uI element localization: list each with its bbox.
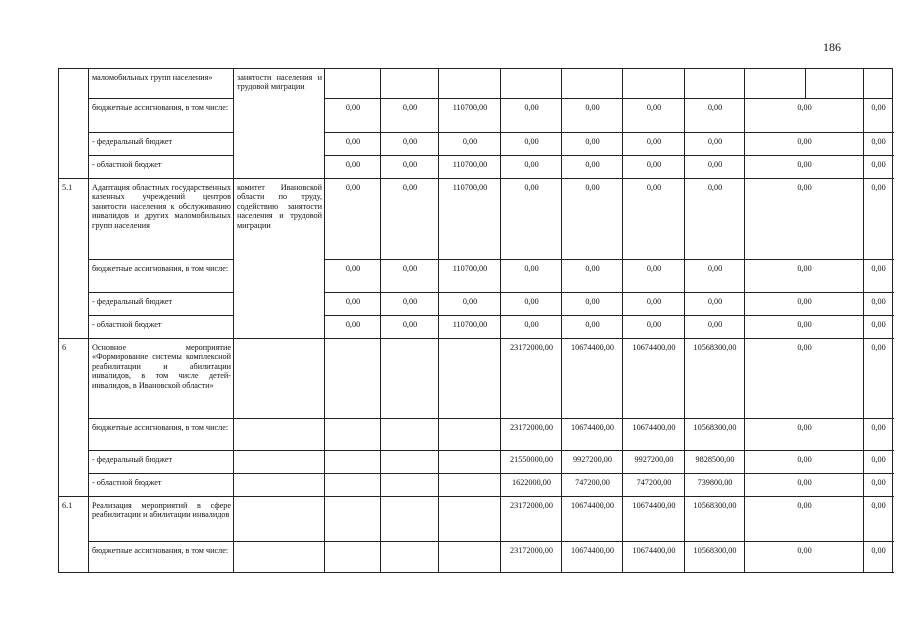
value-cell: 0,00	[623, 316, 685, 339]
value-cell	[325, 419, 381, 451]
description-cell: - федеральный бюджет	[89, 293, 234, 316]
value-cell: 0,00	[381, 293, 439, 316]
value-cell: 0,00	[745, 542, 864, 573]
value-cell	[623, 69, 685, 99]
value-cell: 0,00	[501, 99, 562, 133]
value-cell	[745, 69, 806, 99]
value-cell: 0,00	[864, 451, 893, 474]
value-cell: 0,00	[864, 156, 893, 179]
value-cell: 0,00	[745, 99, 864, 133]
value-cell: 10674400,00	[623, 497, 685, 542]
table-row	[59, 497, 893, 542]
value-cell: 0,00	[501, 133, 562, 156]
value-cell: 0,00	[325, 99, 381, 133]
value-cell: 10674400,00	[562, 542, 623, 573]
row-index-cell: 6	[59, 339, 89, 497]
value-cell: 1622000,00	[501, 474, 562, 497]
value-cell: 0,00	[325, 179, 381, 260]
value-cell: 0,00	[745, 474, 864, 497]
value-cell: 10674400,00	[562, 339, 623, 419]
value-cell: 0,00	[685, 179, 745, 260]
value-cell: 0,00	[381, 156, 439, 179]
value-cell	[381, 69, 439, 99]
value-cell: 10568300,00	[685, 497, 745, 542]
value-cell: 0,00	[562, 316, 623, 339]
value-cell: 0,00	[562, 99, 623, 133]
description-cell: - федеральный бюджет	[89, 133, 234, 156]
description-cell: Реализация мероприятий в сфере реабилитации и абилитации инвалидов	[89, 497, 234, 542]
value-cell: 0,00	[562, 133, 623, 156]
value-cell	[864, 69, 893, 99]
value-cell: 0,00	[745, 419, 864, 451]
value-cell: 10674400,00	[562, 419, 623, 451]
row-index-cell: 5.1	[59, 179, 89, 339]
value-cell: 0,00	[685, 293, 745, 316]
value-cell: 0,00	[745, 451, 864, 474]
value-cell: 21550000,00	[501, 451, 562, 474]
value-cell: 0,00	[501, 260, 562, 293]
table-row	[59, 293, 893, 316]
executor-cell: занятости населения и трудовой миграции	[234, 69, 325, 179]
value-cell: 0,00	[864, 542, 893, 573]
description-cell: бюджетные ассигнования, в том числе:	[89, 260, 234, 293]
description-cell: - федеральный бюджет	[89, 451, 234, 474]
budget-table	[58, 68, 893, 573]
value-cell: 23172000,00	[501, 419, 562, 451]
value-cell	[439, 451, 501, 474]
value-cell	[439, 419, 501, 451]
executor-cell	[234, 451, 325, 474]
value-cell: 0,00	[623, 156, 685, 179]
executor-cell	[234, 419, 325, 451]
value-cell: 0,00	[381, 179, 439, 260]
value-cell: 0,00	[745, 339, 864, 419]
value-cell: 0,00	[685, 133, 745, 156]
value-cell: 23172000,00	[501, 339, 562, 419]
value-cell: 0,00	[864, 293, 893, 316]
value-cell: 0,00	[685, 260, 745, 293]
value-cell	[381, 474, 439, 497]
table-row	[59, 316, 893, 339]
value-cell: 0,00	[562, 179, 623, 260]
description-cell: - областной бюджет	[89, 156, 234, 179]
table-row	[59, 474, 893, 497]
description-cell: бюджетные ассигнования, в том числе:	[89, 99, 234, 133]
value-cell	[325, 69, 381, 99]
value-cell: 0,00	[325, 133, 381, 156]
value-cell: 110700,00	[439, 99, 501, 133]
value-cell: 0,00	[325, 293, 381, 316]
table-row	[59, 260, 893, 293]
row-index-cell: 6.1	[59, 497, 89, 573]
value-cell: 0,00	[562, 260, 623, 293]
value-cell: 10674400,00	[623, 542, 685, 573]
value-cell: 110700,00	[439, 156, 501, 179]
table-row	[59, 133, 893, 156]
value-cell: 0,00	[381, 99, 439, 133]
value-cell: 10674400,00	[562, 497, 623, 542]
value-cell	[439, 339, 501, 419]
value-cell: 0,00	[325, 156, 381, 179]
value-cell: 747200,00	[623, 474, 685, 497]
value-cell: 110700,00	[439, 179, 501, 260]
table-row	[59, 156, 893, 179]
value-cell: 0,00	[745, 293, 864, 316]
description-cell: маломобильных групп населения»	[89, 69, 234, 99]
value-cell: 0,00	[864, 316, 893, 339]
value-cell: 110700,00	[439, 316, 501, 339]
value-cell	[439, 542, 501, 573]
value-cell: 0,00	[685, 99, 745, 133]
value-cell: 0,00	[623, 133, 685, 156]
value-cell: 0,00	[685, 156, 745, 179]
value-cell	[381, 419, 439, 451]
value-cell: 0,00	[439, 293, 501, 316]
executor-cell	[234, 339, 325, 419]
value-cell: 0,00	[381, 133, 439, 156]
description-cell: бюджетные ассигнования, в том числе:	[89, 542, 234, 573]
value-cell: 0,00	[745, 260, 864, 293]
table-row	[59, 99, 893, 133]
value-cell: 0,00	[501, 316, 562, 339]
value-cell: 0,00	[864, 99, 893, 133]
value-cell: 0,00	[501, 179, 562, 260]
value-cell	[806, 69, 864, 99]
description-cell: - областной бюджет	[89, 316, 234, 339]
value-cell	[325, 451, 381, 474]
value-cell: 10674400,00	[623, 339, 685, 419]
value-cell	[381, 497, 439, 542]
description-cell: - областной бюджет	[89, 474, 234, 497]
value-cell: 0,00	[381, 316, 439, 339]
description-cell: Адаптация областных государственных казенных учреждений центров занятости населения к обслуживанию инвалидов и других маломобильных групп населения	[89, 179, 234, 260]
value-cell: 0,00	[745, 497, 864, 542]
value-cell: 0,00	[745, 156, 864, 179]
value-cell	[325, 474, 381, 497]
value-cell	[562, 69, 623, 99]
value-cell	[381, 451, 439, 474]
value-cell: 0,00	[685, 316, 745, 339]
value-cell	[381, 339, 439, 419]
value-cell: 0,00	[864, 419, 893, 451]
value-cell: 23172000,00	[501, 542, 562, 573]
table-row	[59, 451, 893, 474]
value-cell: 0,00	[864, 497, 893, 542]
table-row	[59, 542, 893, 573]
value-cell: 0,00	[864, 260, 893, 293]
value-cell: 9927200,00	[623, 451, 685, 474]
value-cell: 0,00	[864, 339, 893, 419]
table-row	[59, 419, 893, 451]
value-cell: 0,00	[864, 179, 893, 260]
value-cell: 747200,00	[562, 474, 623, 497]
value-cell: 0,00	[623, 99, 685, 133]
value-cell: 0,00	[325, 316, 381, 339]
value-cell: 0,00	[439, 133, 501, 156]
value-cell: 10568300,00	[685, 419, 745, 451]
value-cell: 0,00	[501, 156, 562, 179]
value-cell	[381, 542, 439, 573]
value-cell: 0,00	[745, 133, 864, 156]
value-cell	[439, 474, 501, 497]
executor-cell: комитет Ивановской области по труду, содействию занятости населения и трудовой миграции	[234, 179, 325, 339]
value-cell: 10568300,00	[685, 339, 745, 419]
executor-cell	[234, 474, 325, 497]
value-cell: 23172000,00	[501, 497, 562, 542]
description-cell: бюджетные ассигнования, в том числе:	[89, 419, 234, 451]
value-cell	[325, 542, 381, 573]
table-row	[59, 179, 893, 260]
executor-cell	[234, 542, 325, 573]
value-cell: 0,00	[623, 179, 685, 260]
value-cell: 0,00	[745, 179, 864, 260]
executor-cell	[234, 497, 325, 542]
value-cell: 0,00	[562, 156, 623, 179]
value-cell: 110700,00	[439, 260, 501, 293]
table-row	[59, 69, 893, 99]
value-cell: 0,00	[381, 260, 439, 293]
value-cell: 9828500,00	[685, 451, 745, 474]
value-cell	[325, 497, 381, 542]
value-cell	[325, 339, 381, 419]
value-cell: 0,00	[623, 293, 685, 316]
value-cell: 0,00	[864, 133, 893, 156]
value-cell	[685, 69, 745, 99]
page-number: 186	[823, 40, 841, 54]
value-cell: 0,00	[325, 260, 381, 293]
value-cell: 10568300,00	[685, 542, 745, 573]
value-cell: 10674400,00	[623, 419, 685, 451]
table-row	[59, 339, 893, 419]
value-cell: 0,00	[623, 260, 685, 293]
value-cell: 0,00	[745, 316, 864, 339]
value-cell: 739800,00	[685, 474, 745, 497]
value-cell: 0,00	[501, 293, 562, 316]
value-cell: 9927200,00	[562, 451, 623, 474]
value-cell	[439, 497, 501, 542]
value-cell: 0,00	[864, 474, 893, 497]
value-cell	[501, 69, 562, 99]
value-cell	[439, 69, 501, 99]
value-cell: 0,00	[562, 293, 623, 316]
row-index-cell	[59, 69, 89, 179]
description-cell: Основное мероприятие «Формирование системы комплексной реабилитации и абилитации инвалидов, в том числе детей-инвалидов, в Ивановской области»	[89, 339, 234, 419]
